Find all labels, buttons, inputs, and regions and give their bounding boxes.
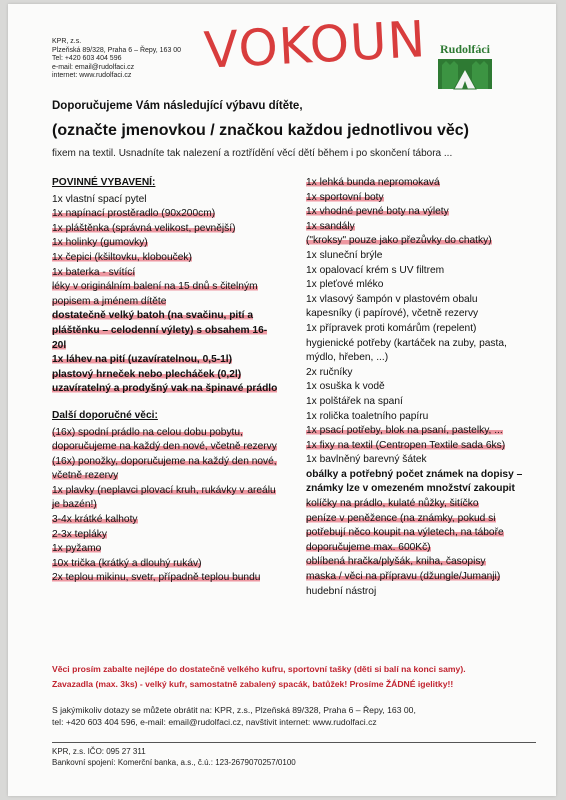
- footer-divider: [52, 742, 536, 743]
- list-item: hygienické potřeby (kartáček na zuby, pasta, mýdlo, hřeben, ...): [306, 337, 507, 364]
- intro-note: fixem na textil. Usnadníte tak nalezení a roztřídění věcí dětí během i po skončení tábora ...: [52, 148, 453, 159]
- list-item: dostatečně velký batoh (na svačinu, pití a pláštěnku – celodenní výlety) s obsahem 16-20l: [52, 310, 268, 351]
- list-item: 1x rolička toaletního papíru: [306, 410, 429, 422]
- org-phone: Tel: +420 603 404 596: [52, 55, 122, 62]
- rudolfaci-logo: [436, 42, 494, 96]
- logo-text: Rudolfáci: [439, 42, 490, 56]
- list-item: 1x opalovací krém s UV filtrem: [306, 264, 445, 276]
- list-item: 1x vlasový šampón v plastovém obalu: [306, 293, 478, 305]
- org-name: KPR, z.s.: [52, 38, 82, 45]
- list-item: 1x sandály: [306, 220, 355, 232]
- list-item: 1x vlastní spací pytel: [52, 193, 147, 205]
- list-item: 2x ručníky: [306, 366, 353, 378]
- list-item: 1x bavlněný barevný šátek: [306, 454, 427, 466]
- list-item: 3-4x krátké kalhoty: [52, 514, 138, 526]
- list-item: uzavíratelný a prodyšný vak na špinavé prádlo: [52, 383, 278, 395]
- list-item: 2x teplou mikinu, svetr, případně teplou bundu: [52, 572, 261, 584]
- packing-note-1: Věci prosím zabalte nejlépe do dostatečně velkého kufru, sportovní tašky (děti si balí na konci samy).: [52, 664, 466, 674]
- contact-line-1: S jakýmikoliv dotazy se můžete obrátit na: KPR, z.s., Plzeňská 89/328, Praha 6 – Řepy, 163 00,: [52, 705, 416, 715]
- list-item: kolíčky na prádlo, kulaté nůžky, šitíčko: [306, 498, 479, 510]
- list-item: 1x plavky (neplavci plovací kruh, rukávky v areálu je bazén!): [52, 484, 276, 511]
- list-item: obálky a potřebný počet známek na dopisy – známky lze v omezeném množství zakoupit: [306, 468, 523, 495]
- list-item: peníze v peněžence (na známky, pokud si potřebují něco koupit na výletech, na táboře doporučujeme max. 600Kč): [306, 512, 504, 553]
- list-item: 1x pláštěnka (správná velikost, pevnější): [52, 222, 236, 234]
- right-column: [306, 176, 536, 599]
- list-item: (16x) spodní prádlo na celou dobu pobytu, doporučujeme na každý den nové, včetně rezervy: [52, 426, 277, 453]
- list-item: 1x fixy na textil (Centropen Textile sada 6ks): [306, 439, 506, 451]
- contact-line-2: tel: +420 603 404 596, e-mail: email@rudolfaci.cz, navštivit internet: www.rudolfaci.cz: [52, 717, 377, 727]
- document-page: [8, 4, 556, 796]
- list-item: 1x polštářek na spaní: [306, 395, 403, 407]
- list-item: 1x pyžamo: [52, 543, 102, 555]
- footer: [52, 746, 296, 768]
- list-item: 1x přípravek proti komárům (repelent): [306, 322, 477, 334]
- other-items-heading: Další doporučné věci:: [52, 409, 158, 421]
- handwritten-title: VOKOUN: [202, 10, 428, 80]
- org-address: Plzeňská 89/328, Praha 6 – Řepy, 163 00: [52, 46, 182, 54]
- list-item: 1x čepici (kšiltovku, klobouček): [52, 251, 192, 263]
- list-item: plastový hrneček nebo plecháček (0,2l): [52, 368, 242, 380]
- list-item: (16x) ponožky, doporučujeme na každý den nové, včetně rezervy: [52, 455, 277, 482]
- intro-heading: (označte jmenovkou / značkou každou jednotlivou věc): [52, 122, 469, 139]
- list-item: 1x sportovní boty: [306, 191, 384, 203]
- left-column: [52, 176, 280, 586]
- list-item: léky v originálním balení na 15 dnů s čitelným popisem a jménem dítěte: [52, 281, 258, 307]
- list-item: 2-3x tepláky: [52, 528, 107, 540]
- packing-note-2: Zavazadla (max. 3ks) - velký kufr, samostatně zabalený spacák, batůžek! Prosíme ŽÁDNÉ igelitky!!: [52, 679, 454, 689]
- list-item: maska / věci na přípravu (džungle/Jumanji): [306, 571, 501, 583]
- list-item: 1x osuška k vodě: [306, 381, 385, 393]
- footer-bank-info: Bankovní spojení: Komerční banka, a.s., č.ú.: 123-2679070257/0100: [52, 758, 296, 767]
- org-email: e-mail: email@rudolfaci.cz: [52, 63, 135, 71]
- list-item: 1x holinky (gumovky): [52, 237, 148, 249]
- list-item: 1x napínací prostěradlo (90x200cm): [52, 208, 216, 220]
- list-item: 1x vhodné pevné boty na výlety: [306, 206, 449, 218]
- list-item: 1x baterka - svítící: [52, 266, 136, 278]
- mandatory-heading: POVINNÉ VYBAVENÍ:: [52, 177, 156, 188]
- list-item: 1x pleťové mléko: [306, 279, 384, 291]
- organization-header: [52, 38, 181, 81]
- list-item: 10x trička (krátký a dlouhý rukáv): [52, 557, 202, 569]
- intro-text: Doporučujeme Vám následující výbavu dítěte,: [52, 100, 303, 112]
- list-item: 1x sluneční brýle: [306, 249, 383, 261]
- contact-info: [52, 704, 522, 728]
- list-item: 1x psací potřeby, blok na psaní, pastelky, ...: [306, 425, 503, 437]
- list-item: hudební nástroj: [306, 585, 377, 597]
- list-item: oblíbená hračka/plyšák, kniha, časopisy: [306, 556, 486, 568]
- logo-tent-icon: [436, 57, 494, 91]
- org-website: internet: www.rudolfaci.cz: [52, 72, 132, 79]
- list-item: 1x láhev na pití (uzavíratelnou, 0,5-1l): [52, 354, 233, 366]
- packing-notes: [52, 662, 522, 692]
- list-item: ("kroksy" pouze jako přezůvky do chatky): [306, 235, 492, 247]
- list-item: 1x lehká bunda nepromokavá: [306, 177, 440, 188]
- footer-company-id: KPR, z.s. IČO: 095 27 311: [52, 747, 146, 756]
- list-item: kapesníky (i papírové), včetně rezervy: [306, 308, 479, 320]
